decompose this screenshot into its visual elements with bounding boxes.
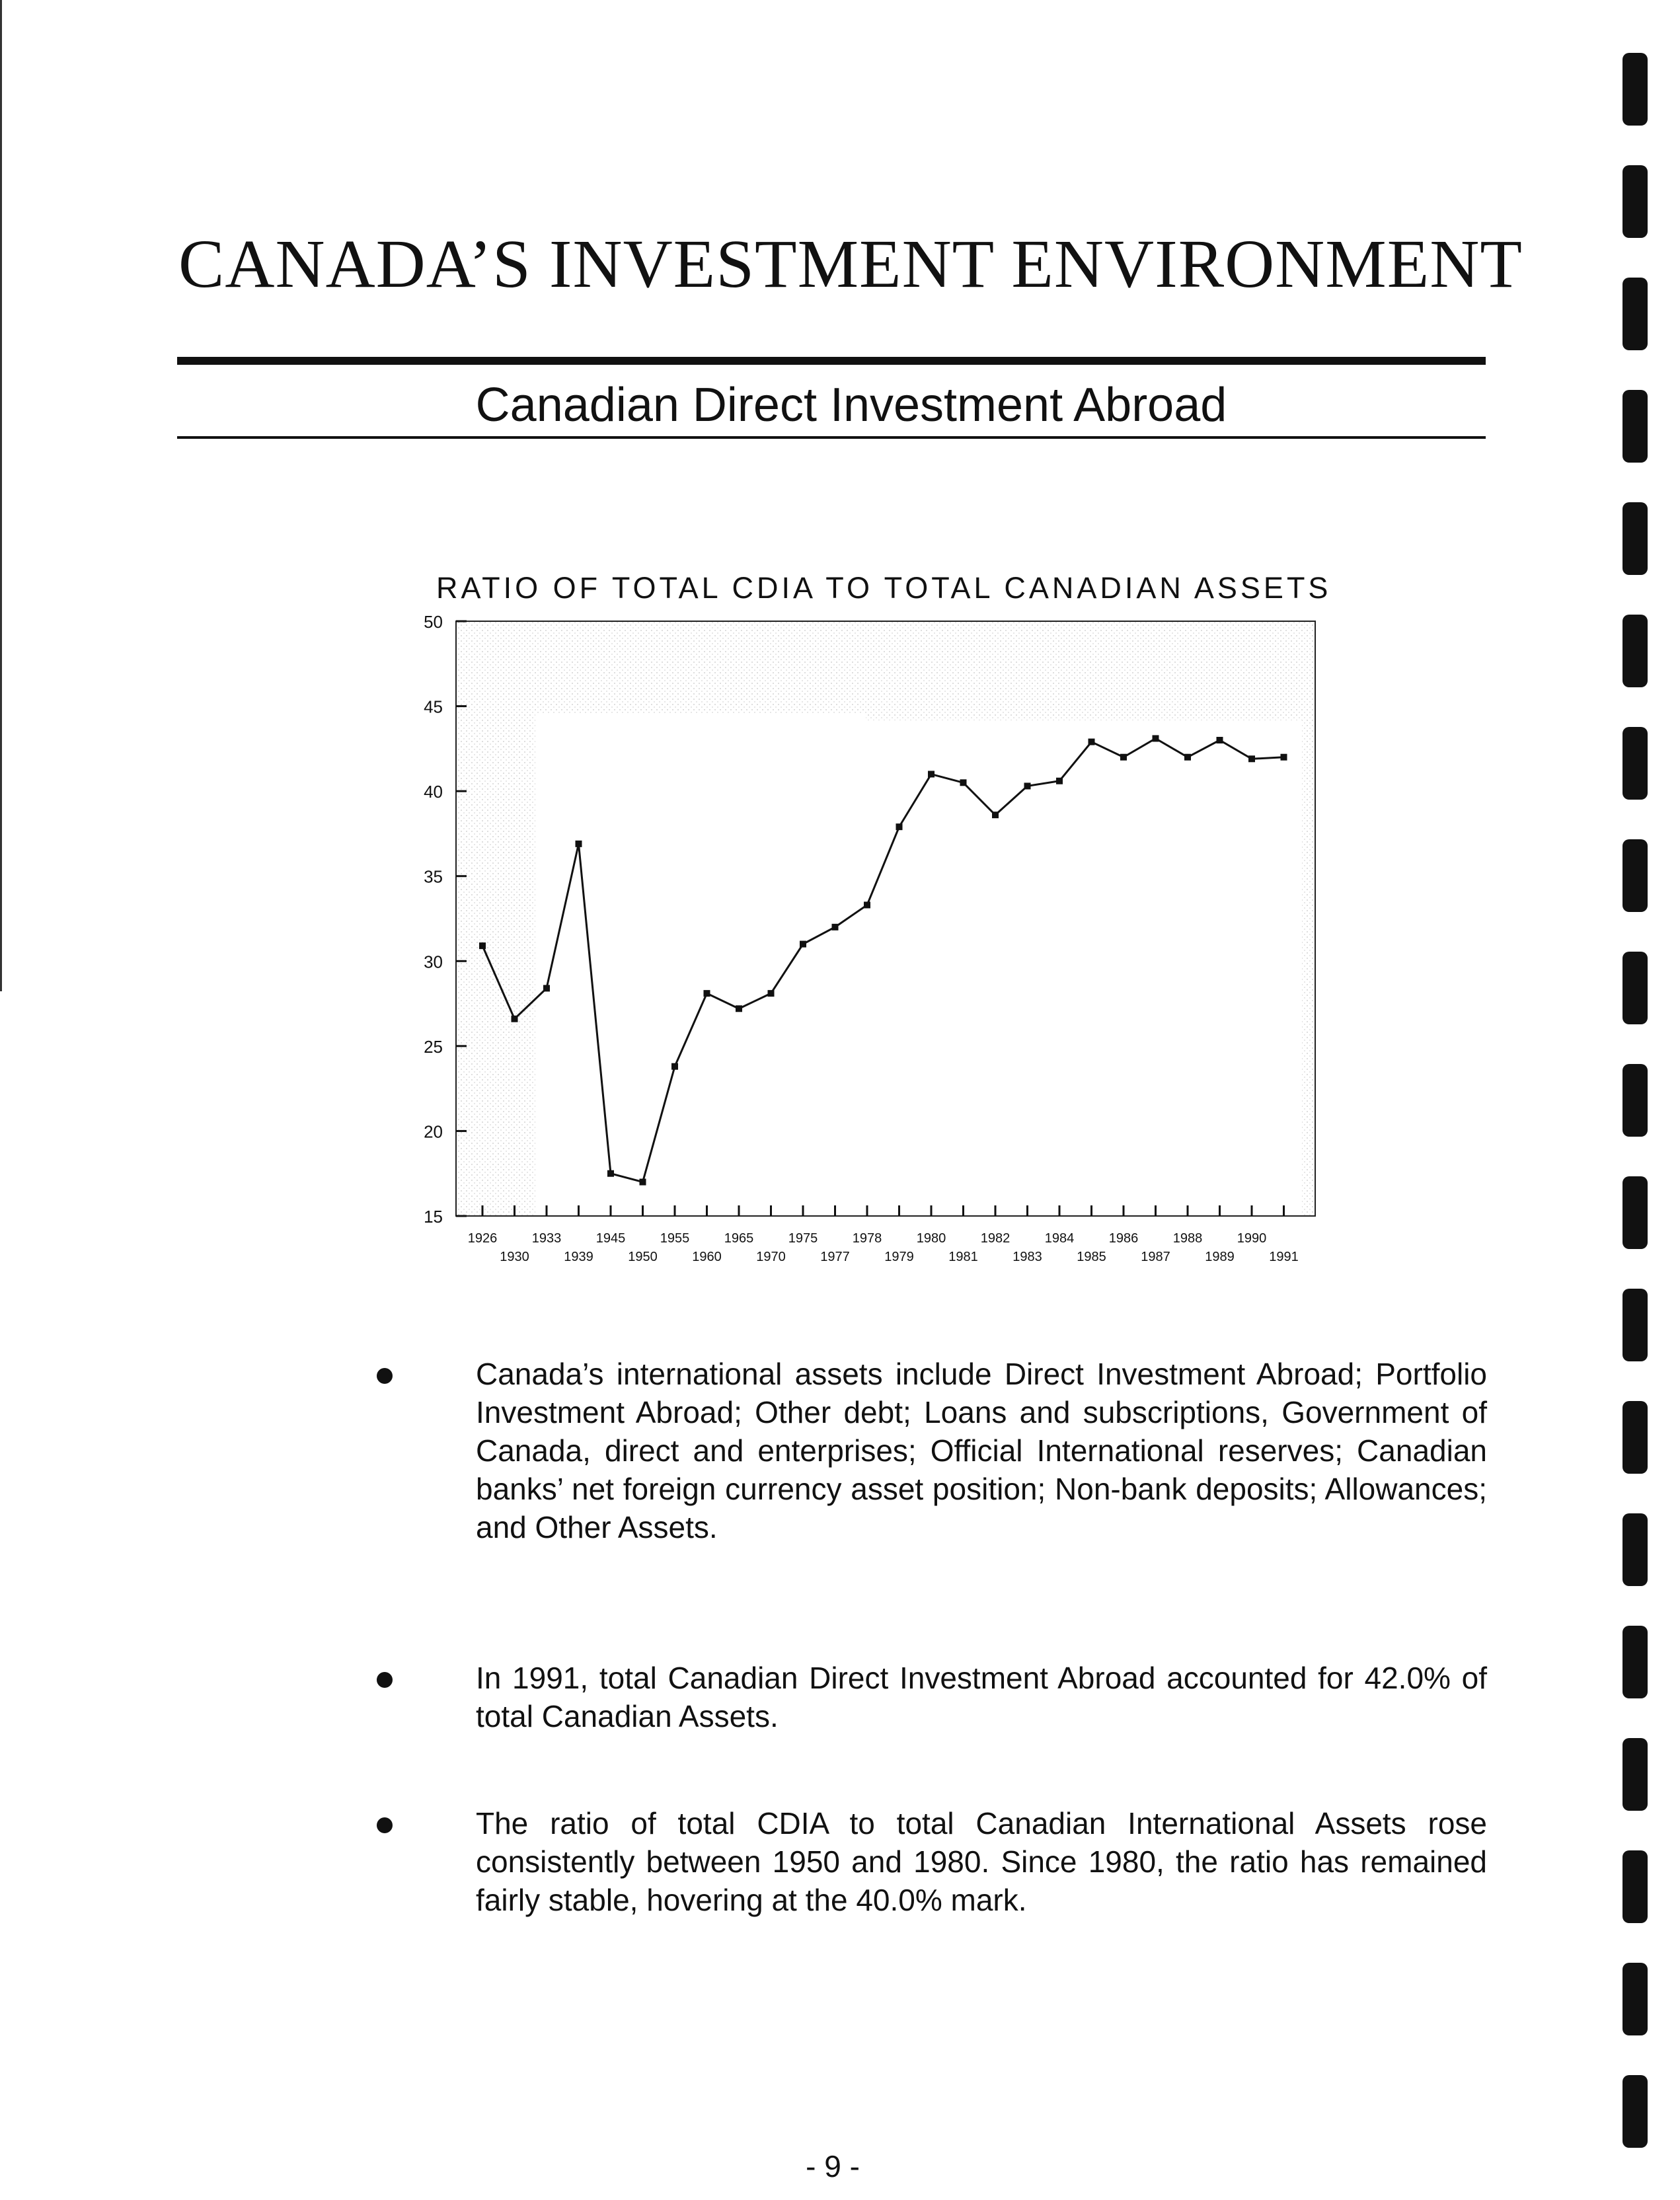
bullet-dot — [377, 1368, 393, 1384]
x-tick-label: 1987 — [1141, 1250, 1170, 1264]
y-tick-label: 50 — [424, 612, 443, 632]
x-tick-label: 1960 — [692, 1250, 722, 1264]
data-point — [1088, 739, 1095, 745]
data-point — [1248, 755, 1255, 762]
x-tick-label: 1955 — [660, 1231, 690, 1246]
data-point — [1056, 778, 1063, 784]
x-tick-label: 1945 — [595, 1231, 626, 1246]
data-point — [1281, 754, 1287, 761]
data-point — [1217, 737, 1223, 743]
data-point — [960, 779, 967, 786]
data-point — [1184, 754, 1191, 761]
binder-mark — [1623, 1626, 1648, 1698]
binder-mark — [1623, 502, 1648, 575]
y-tick-label: 35 — [424, 866, 443, 887]
cdia-ratio-line-chart — [397, 608, 1348, 1282]
x-tick-label: 1990 — [1237, 1231, 1267, 1246]
binder-mark — [1623, 2075, 1648, 2148]
x-tick-label: 1933 — [531, 1231, 562, 1246]
y-tick-label: 15 — [424, 1207, 443, 1227]
bullet-text: In 1991, total Canadian Direct Investment Abroad accounted for 42.0% of total Canadian Assets. — [476, 1661, 1487, 1733]
x-tick-label: 1988 — [1172, 1231, 1203, 1246]
binder-mark — [1623, 839, 1648, 912]
data-point — [512, 1016, 518, 1022]
data-point — [800, 941, 806, 948]
plot-clear-area — [800, 720, 1302, 1216]
binder-mark — [1623, 278, 1648, 350]
x-tick-label: 1980 — [916, 1231, 946, 1246]
page-title: CANADA’S INVESTMENT ENVIRONMENT — [178, 226, 1523, 302]
data-point — [479, 942, 486, 949]
data-point — [607, 1170, 614, 1177]
binder-mark — [1623, 390, 1648, 463]
x-tick-label: 1983 — [1012, 1250, 1042, 1264]
data-point — [896, 823, 903, 830]
chart-title: RATIO OF TOTAL CDIA TO TOTAL CANADIAN ASSETS — [436, 571, 1332, 605]
y-tick-label: 20 — [424, 1121, 443, 1142]
x-tick-label: 1984 — [1044, 1231, 1075, 1246]
section-rule — [177, 436, 1486, 439]
x-tick-label: 1970 — [756, 1250, 786, 1264]
binder-mark — [1623, 952, 1648, 1024]
x-tick-label: 1981 — [948, 1250, 978, 1264]
binder-mark — [1623, 1401, 1648, 1474]
section-title: Canadian Direct Investment Abroad — [475, 379, 1227, 432]
data-point — [704, 990, 710, 997]
binder-mark — [1623, 727, 1648, 800]
x-tick-label: 1989 — [1205, 1250, 1235, 1264]
binder-mark — [1623, 1064, 1648, 1137]
data-point — [1153, 735, 1159, 741]
binder-mark — [1623, 53, 1648, 126]
page-number: - 9 - — [806, 2149, 860, 2183]
bullet-dot — [377, 1817, 393, 1833]
binder-mark — [1623, 165, 1648, 238]
y-tick-label: 25 — [424, 1036, 443, 1057]
x-tick-label: 1977 — [820, 1250, 850, 1264]
x-tick-label: 1986 — [1108, 1231, 1139, 1246]
data-point — [736, 1005, 742, 1012]
x-tick-label: 1978 — [852, 1231, 882, 1246]
title-rule — [177, 357, 1486, 365]
x-tick-label: 1930 — [500, 1250, 529, 1264]
bullet-text: The ratio of total CDIA to total Canadian International Assets rose consistently between 1950 and 1980. Since 1980, the ratio has remained fairly stable, hovering at the 40.0% mark. — [476, 1806, 1487, 1917]
binder-mark — [1623, 1963, 1648, 2035]
y-tick-label: 30 — [424, 952, 443, 972]
data-point — [576, 841, 582, 847]
binder-mark — [1623, 1176, 1648, 1249]
x-tick-label: 1926 — [467, 1231, 498, 1246]
data-point — [671, 1063, 678, 1070]
data-point — [864, 901, 870, 908]
binder-mark — [1623, 1738, 1648, 1811]
data-point — [640, 1179, 646, 1186]
binder-mark — [1623, 1513, 1648, 1586]
data-point — [928, 771, 935, 777]
data-point — [543, 985, 550, 991]
x-tick-label: 1979 — [884, 1250, 914, 1264]
bullet-dot — [377, 1672, 393, 1688]
data-point — [768, 990, 775, 997]
x-tick-label: 1939 — [564, 1250, 593, 1264]
page-left-edge — [0, 0, 2, 991]
y-tick-label: 45 — [424, 697, 443, 717]
x-tick-label: 1975 — [788, 1231, 818, 1246]
binder-mark — [1623, 1850, 1648, 1923]
data-point — [832, 924, 839, 930]
data-point — [992, 812, 999, 818]
data-point — [1120, 754, 1127, 761]
bullet-text: Canada’s international assets include Direct Investment Abroad; Portfolio Investment Abroad; Other debt; Loans and subscriptions, Government of Canada, direct and enterprises; Official International reserves; Canadian banks’ net foreign currency asset position; Non-bank deposits; Allowances; and Other Assets. — [476, 1357, 1487, 1544]
x-tick-label: 1985 — [1077, 1250, 1106, 1264]
x-tick-label: 1991 — [1269, 1250, 1299, 1264]
data-point — [1024, 782, 1031, 789]
binder-mark — [1623, 615, 1648, 687]
y-tick-label: 40 — [424, 782, 443, 802]
x-tick-label: 1965 — [724, 1231, 754, 1246]
x-tick-label: 1950 — [628, 1250, 658, 1264]
binder-mark — [1623, 1289, 1648, 1361]
x-tick-label: 1982 — [980, 1231, 1011, 1246]
